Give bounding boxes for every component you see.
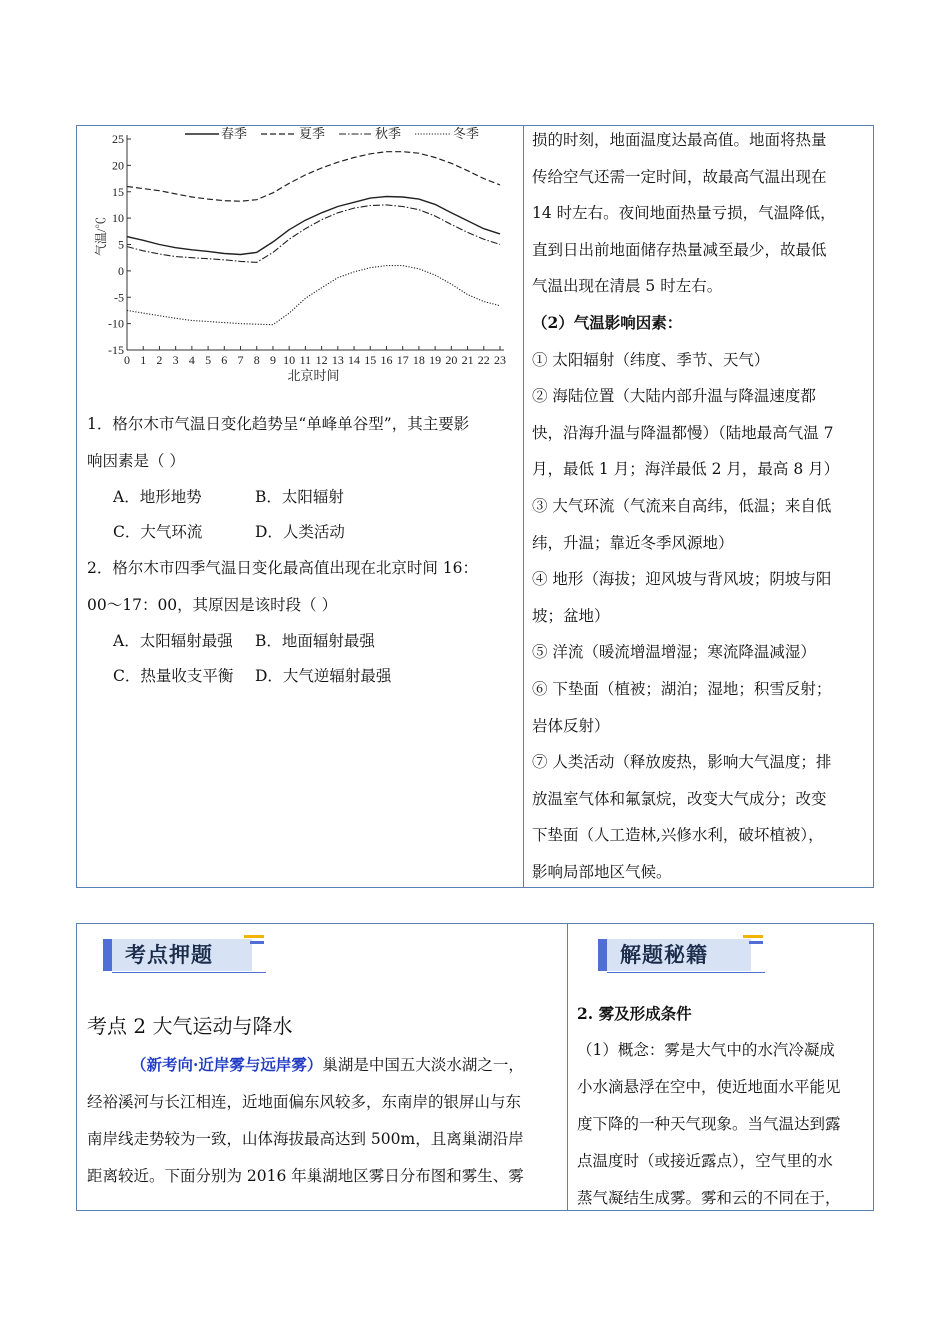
fog-line: （1）概念：雾是大气中的水汽冷凝成 [577,1041,835,1059]
series-line-dashdot [127,205,500,263]
q1-option-b[interactable]: B．太阳辐射 [255,488,344,506]
explanation-line: 14 时左右。夜间地面热量亏损，气温降低， [532,204,836,223]
fog-line: 度下降的一种天气现象。当气温达到露 [577,1115,841,1133]
fog-line: 小水滴悬浮在空中，使近地面水平能见 [577,1078,841,1096]
y-tick-label: -5 [114,290,124,305]
q1-option-c[interactable]: C．大气环流 [113,523,203,541]
legend-label: 冬季 [453,126,480,141]
x-axis-label: 北京时间 [287,368,340,383]
fog-line: 蒸气凝结生成雾。雾和云的不同在于， [577,1189,841,1207]
y-tick-label: -15 [108,343,124,357]
y-tick-label: 5 [118,237,124,252]
header-underline [112,972,266,973]
top-right-cell [532,122,868,890]
factor-line: ② 海陆位置（大陆内部升温与降温速度都 [532,387,816,406]
legend-label: 夏季 [299,126,326,141]
q1-line1: 1．格尔木市气温日变化趋势呈“单峰单谷型”，其主要影 [87,415,470,433]
y-tick-label: 10 [112,211,124,226]
q2-line2: 00～17：00，其原因是该时段（ ） [87,596,338,614]
temperature-chart [77,126,523,388]
explanation-line: 传给空气还需一定时间，故最高气温出现在 [532,167,827,186]
x-tick-label: 22 [477,353,490,367]
legend-label: 春季 [221,126,248,141]
x-tick-label: 13 [331,353,344,367]
q2-option-c[interactable]: C．热量收支平衡 [113,667,234,685]
y-tick-label: 20 [112,158,124,173]
x-tick-label: 19 [429,353,442,367]
factor-line: 岩体反射） [532,716,610,735]
x-tick-label: 1 [140,353,147,367]
factor-line: ① 太阳辐射（纬度、季节、天气） [532,350,770,369]
q2-option-d[interactable]: D．大气逆辐射最强 [255,667,392,685]
q1-option-a[interactable]: A．地形地势 [113,488,202,506]
header-bar [598,939,607,971]
x-tick-label: 4 [188,353,195,367]
topic-title: 考点 2 大气运动与降水 [87,1014,293,1038]
x-tick-label: 10 [283,353,296,367]
factor-line: ⑥ 下垫面（植被；湖泊；湿地；积雪反射； [532,679,832,698]
q1-line2: 响因素是（ ） [87,452,185,470]
bottom-table [76,923,874,1211]
q1-options-row2 [87,515,517,550]
factor-line: ④ 地形（海拔；迎风坡与背风坡；阴坡与阳 [532,570,832,589]
lead-paragraph-line1 [87,1046,559,1084]
x-tick-label: 21 [461,353,474,367]
lead-paragraph-line: 南岸线走势较为一致，山体海拔最高达到 500m，且离巢湖沿岸 [87,1130,524,1148]
x-tick-label: 17 [396,353,409,367]
x-tick-label: 3 [172,353,179,367]
top-table-divider [523,126,524,887]
factor-line: 下垫面（人工造林,兴修水利，破坏植被）， [532,826,824,845]
series-line-dotted [127,266,500,325]
x-tick-label: 5 [205,353,212,367]
q2-option-a[interactable]: A．太阳辐射最强 [113,632,233,650]
lead-paragraph-line: 距离较近。下面分别为 2016 年巢湖地区雾日分布图和雾生、雾 [87,1167,524,1185]
factor-line: 快，沿海升温与降温都慢）（陆地最高气温 7 [532,423,834,442]
header-accent [743,935,763,938]
y-tick-label: -10 [108,316,124,331]
x-tick-label: 12 [315,353,328,367]
x-tick-label: 11 [299,353,312,367]
factor-line: 放温室气体和氟氯烷，改变大气成分；改变 [532,789,827,808]
explanation-line: 损的时刻，地面温度达最高值。地面将热量 [532,131,827,149]
q2-line1: 2．格尔木市四季气温日变化最高值出现在北京时间 16： [87,559,479,577]
fog-line: 点温度时（或接近露点），空气里的水 [577,1152,833,1170]
x-tick-label: 18 [412,353,425,367]
factor-line: ③ 大气环流（气流来自高纬，低温；来自低 [532,496,832,515]
top-left-cell [77,126,523,889]
fog-section-title: 2. 雾及形成条件 [577,1004,692,1023]
factor-line: 月，最低 1 月；海洋最低 2 月，最高 8 月） [532,460,840,479]
exam-point-header-label: 考点押题 [125,943,213,967]
y-axis-label: 气温/℃ [94,216,108,257]
explanation-line: 直到日出前地面储存热量减至最少，故最低 [532,240,827,259]
factors-title: （2）气温影响因素： [532,312,683,332]
bottom-right-cell [577,995,869,1217]
explanation-line: 气温出现在清晨 5 时左右。 [532,277,723,296]
solution-tips-header-label: 解题秘籍 [620,943,708,967]
header-bar [103,939,112,971]
x-tick-label: 9 [269,353,276,367]
q2-options-row2 [87,659,517,694]
header-accent [749,941,763,944]
series-line-solid [127,197,500,255]
q1-option-d[interactable]: D．人类活动 [255,523,345,541]
x-tick-label: 14 [348,353,361,367]
exam-point-header [103,935,273,975]
q1-options-row1 [87,480,517,515]
x-tick-label: 7 [237,353,244,367]
x-tick-label: 16 [380,353,393,367]
bottom-table-divider [567,924,568,1210]
legend-label: 秋季 [375,126,402,141]
factor-line: ⑦ 人类活动（释放废热，影响大气温度；排 [532,753,832,772]
x-tick-label: 15 [364,353,377,367]
new-direction-tag: （新考向·近岸雾与远岸雾） [131,1055,323,1074]
x-tick-label: 23 [494,353,506,367]
top-table [76,125,874,888]
solution-tips-header [598,935,778,975]
y-tick-label: 0 [118,263,124,278]
x-tick-label: 8 [253,353,260,367]
x-tick-label: 2 [156,353,163,367]
header-underline [607,972,765,973]
x-tick-label: 6 [221,353,228,367]
x-tick-label: 20 [445,353,458,367]
series-line-dashed [127,152,500,202]
bottom-left-cell [87,1006,559,1195]
q2-option-b[interactable]: B．地面辐射最强 [255,632,375,650]
factor-line: ⑤ 洋流（暖流增温增湿；寒流降温减湿） [532,643,816,662]
factor-line: 坡；盆地） [532,606,610,625]
y-tick-label: 15 [112,184,124,199]
lead-text: 巢湖是中国五大淡水湖之一， [322,1056,524,1074]
header-accent [244,935,264,938]
header-accent [250,941,264,944]
y-tick-label: 25 [112,132,124,146]
x-tick-label: 0 [124,353,130,367]
factor-line: 影响局部地区气候。 [532,862,672,881]
factor-line: 纬，升温；靠近冬季风源地） [532,533,734,552]
lead-paragraph-line: 经裕溪河与长江相连，近地面偏东风较多，东南岸的银屏山与东 [87,1093,522,1111]
q2-options-row1 [87,624,517,659]
